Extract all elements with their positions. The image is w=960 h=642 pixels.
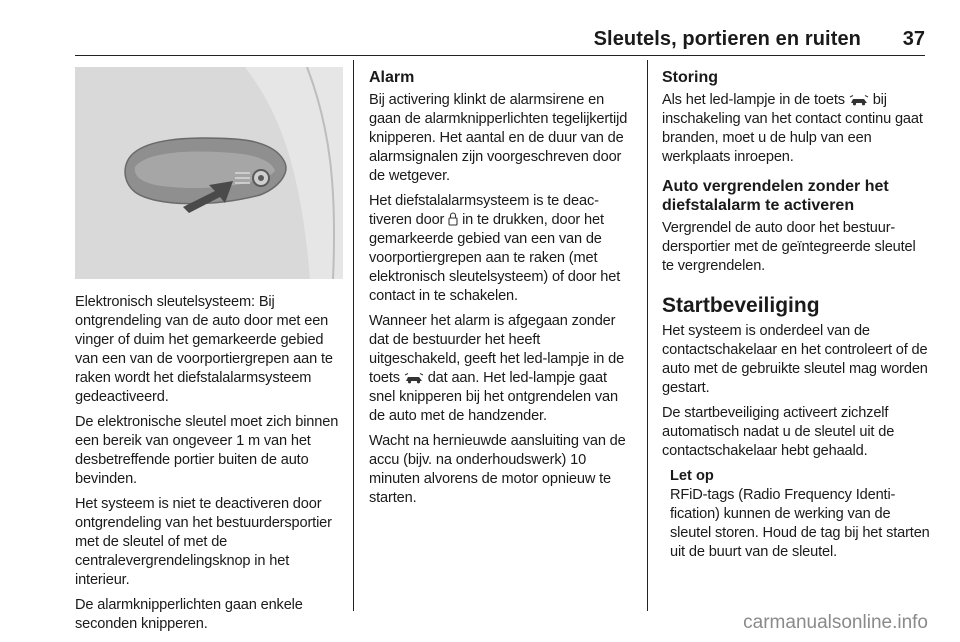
note-text: RFiD-tags (Radio Frequency Identification) kunnen de werking van de sleutel storen. Houd de tag bij het starten uit de buurt van de sleutel.	[670, 487, 930, 560]
page-title: Sleutels, portieren en ruiten	[593, 28, 861, 50]
car-alarm-icon	[849, 95, 869, 106]
paragraph: Wacht na hernieuwde aansluiting van de accu (bijv. na onderhoudswerk) 10 minuten alvorens de motor opnieuw te starten.	[369, 433, 626, 506]
paragraph: Het systeem is niet te deactiveren door ontgrendeling van het bestuurdersportier met de sleutel of met de centralevergrendelingsknop in het interieur.	[75, 496, 332, 588]
paragraph	[369, 192, 635, 306]
column-divider-2	[647, 60, 648, 611]
paragraph: Het systeem is onderdeel van de contactschakelaar en het controleert of de auto met de gebruikte sleutel mag worden gestart.	[662, 323, 928, 396]
text-fragment: dat aan. Het led-lampje gaat snel knipperen bij het ontgrendelen van de auto met de handzender.	[369, 370, 618, 424]
door-handle-illustration	[75, 67, 343, 279]
car-alarm-icon	[404, 373, 424, 384]
watermark: carmanualsonline.info	[743, 612, 928, 633]
text-fragment: Wanneer het alarm is afgegaan zonder dat de bestuurder het heeft uitgeschakeld, geeft het led-lampje in de toets	[369, 313, 625, 386]
note-box	[662, 467, 930, 562]
paragraph	[369, 312, 635, 426]
paragraph: De alarmknipperlichten gaan enkele seconden knipperen.	[75, 597, 303, 632]
paragraph: Bij activering klinkt de alarmsirene en gaan de alarmknipperlichten tegelijkertijd knipperen. Het aantal en de duur van de alarmsignalen zijn voorgeschreven door de wetgever.	[369, 92, 628, 184]
page-number: 37	[902, 28, 925, 50]
paragraph: De startbeveiliging activeert zichzelf automatisch nadat u de sleutel uit de contactschakelaar hebt gehaald.	[662, 405, 895, 459]
text-fragment: in te drukken, door het gemarkeerde gebied van een van de voorportiergrepen aan te raken (met elektronisch sleutelsysteem) of door het contact in te schakelen.	[369, 212, 621, 304]
paragraph: De elektronische sleutel moet zich binnen een bereik van ongeveer 1 m van het desbetreffende portier buiten de auto bevinden.	[75, 414, 339, 487]
column-3	[662, 60, 930, 562]
section-heading-lock-without-alarm: Auto vergrendelen zonder het diefstalalarm te activeren	[662, 178, 889, 214]
note-title: Let op	[670, 468, 714, 484]
page-header	[75, 26, 925, 56]
paragraph: Elektronisch sleutelsysteem: Bij ontgrendeling van de auto door met een vinger of duim het gemarkeerde gebied van een van de voorportiergrepen aan te raken wordt het diefstalalarmsysteem gedeactiveerd.	[75, 294, 333, 405]
section-title-startbeveiliging: Startbeveiliging	[662, 294, 820, 317]
text-fragment: bij inschakeling van het contact continu gaat branden, moet u de hulp van een werkplaats inroepen.	[662, 92, 923, 165]
column-2	[369, 60, 635, 514]
section-heading-alarm: Alarm	[369, 69, 415, 86]
column-1	[75, 60, 343, 640]
column-divider-1	[353, 60, 354, 611]
text-fragment: Het diefstalalarmsysteem is te deactiveren door	[369, 193, 599, 228]
header-rule	[75, 55, 925, 56]
paragraph: Vergrendel de auto door het bestuurdersportier met de geïntegreerde sleutel te vergrendelen.	[662, 220, 916, 274]
text-fragment: Als het led-lampje in de toets	[662, 92, 845, 108]
paragraph	[662, 91, 930, 167]
lock-icon	[448, 211, 458, 226]
section-heading-storing: Storing	[662, 69, 718, 86]
